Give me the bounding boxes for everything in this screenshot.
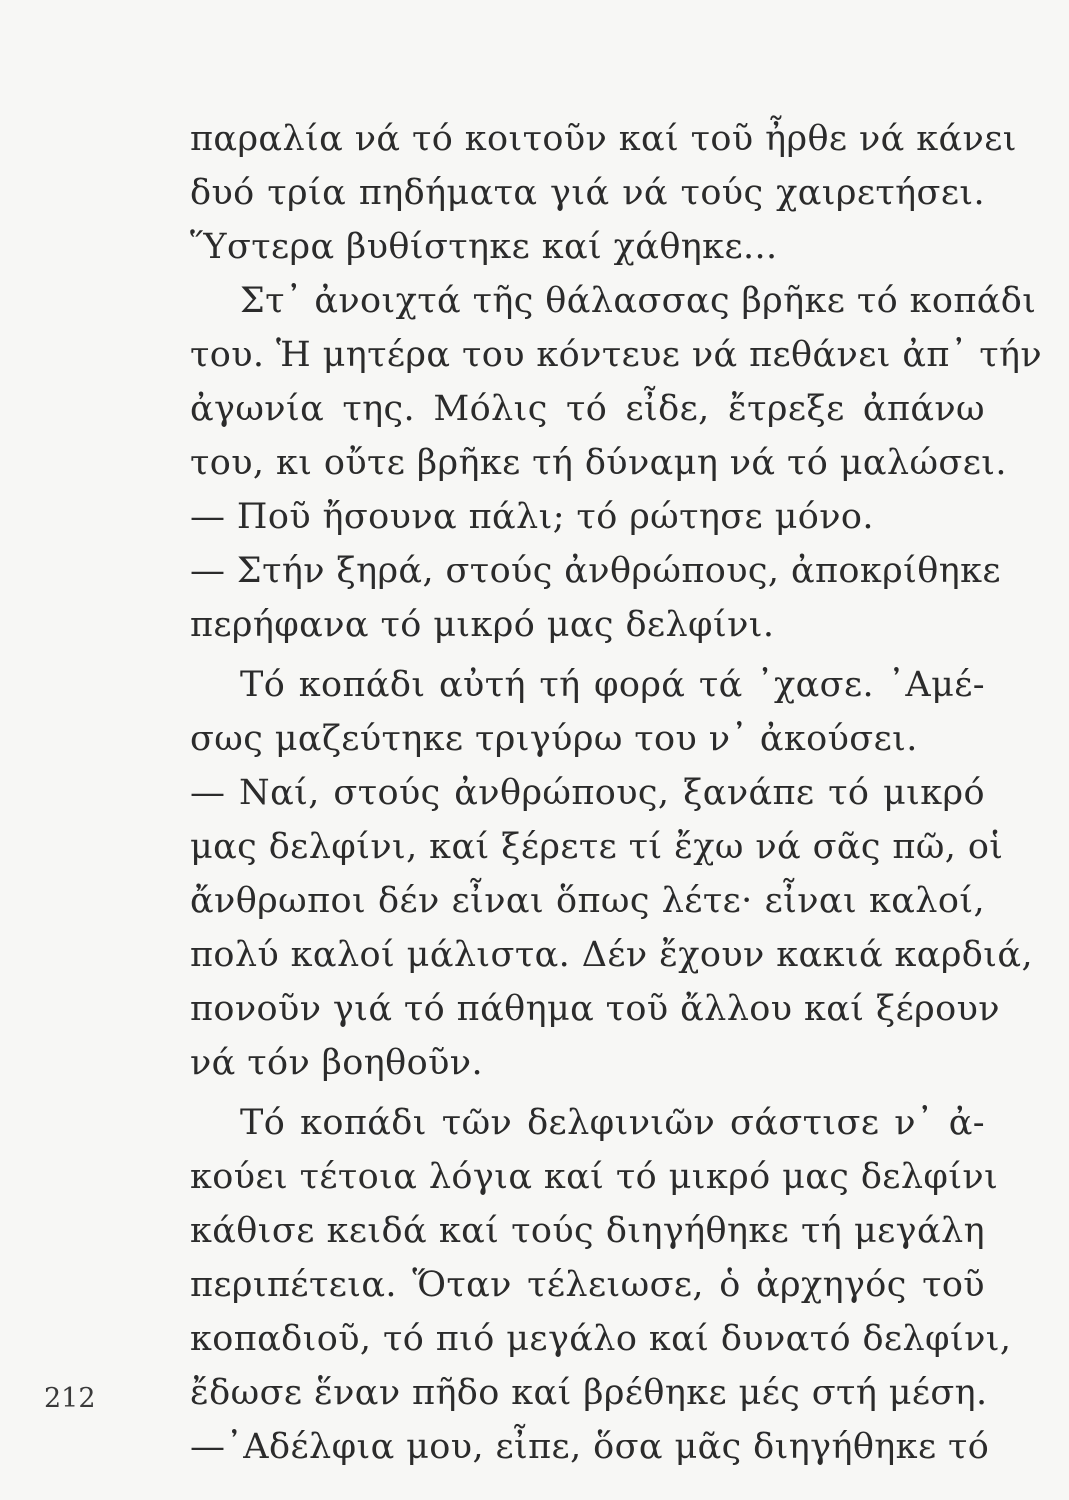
text-line: ἀγωνία της. Μόλις τό εἶδε, ἔτρεξε ἀπάνω [190, 389, 985, 429]
text-line: Τό κοπάδι τῶν δελφινιῶν σάστισε ν᾽ ἀ- [240, 1103, 985, 1143]
text-line: κούει τέτοια λόγια καί τό μικρό μας δελφίνι [190, 1157, 999, 1197]
text-line: πονοῦν γιά τό πάθημα τοῦ ἄλλου καί ξέρουν [190, 989, 1000, 1029]
text-line: κάθισε κειδά καί τούς διηγήθηκε τή μεγάλη [190, 1211, 985, 1251]
dialogue-line: — Ποῦ ἤσουνα πάλι; τό ρώτησε μόνο. [190, 497, 874, 537]
text-line: του, κι οὔτε βρῆκε τή δύναμη νά τό μαλώσει. [190, 443, 1007, 483]
dialogue-line: —᾽Αδέλφια μου, εἶπε, ὅσα μᾶς διηγήθηκε τό [190, 1427, 990, 1467]
text-line: δυό τρία πηδήματα γιά νά τούς χαιρετήσει. [190, 173, 985, 213]
text-line: σως μαζεύτηκε τριγύρω του ν᾽ ἀκούσει. [190, 719, 918, 759]
dialogue-line: — Ναί, στούς ἀνθρώπους, ξανάπε τό μικρό [190, 773, 985, 813]
text-line: Ὕστερα βυθίστηκε καί χάθηκε... [190, 227, 778, 267]
body-text [190, 112, 1043, 1474]
text-line: περήφανα τό μικρό μας δελφίνι. [190, 605, 775, 645]
text-line: Στ᾽ ἀνοιχτά τῆς θάλασσας βρῆκε τό κοπάδι [240, 281, 1037, 321]
text-line: μας δελφίνι, καί ξέρετε τί ἔχω νά σᾶς πῶ, οἱ [190, 827, 1004, 867]
text-line: νά τόν βοηθοῦν. [190, 1043, 483, 1083]
dialogue-line: — Στήν ξηρά, στούς ἀνθρώπους, ἀποκρίθηκε [190, 551, 1001, 591]
text-line: κοπαδιοῦ, τό πιό μεγάλο καί δυνατό δελφίνι, [190, 1319, 1012, 1359]
text-line: παραλία νά τό κοιτοῦν καί τοῦ ἦρθε νά κάνει [190, 119, 1017, 159]
text-line: ἔδωσε ἕναν πῆδο καί βρέθηκε μές στή μέση. [190, 1373, 988, 1413]
text-line: Τό κοπάδι αὐτή τή φορά τά ᾽χασε. ᾽Αμέ- [240, 665, 985, 705]
text-line: του. Ἡ μητέρα του κόντευε νά πεθάνει ἀπ᾽ τήν [190, 335, 1043, 375]
page-number: 212 [44, 1383, 96, 1414]
text-line: πολύ καλοί μάλιστα. Δέν ἔχουν κακιά καρδιά, [190, 935, 1033, 975]
text-line: περιπέτεια. Ὅταν τέλειωσε, ὁ ἀρχηγός τοῦ [190, 1265, 985, 1305]
text-line: ἄνθρωποι δέν εἶναι ὅπως λέτε· εἶναι καλοί, [190, 881, 985, 921]
